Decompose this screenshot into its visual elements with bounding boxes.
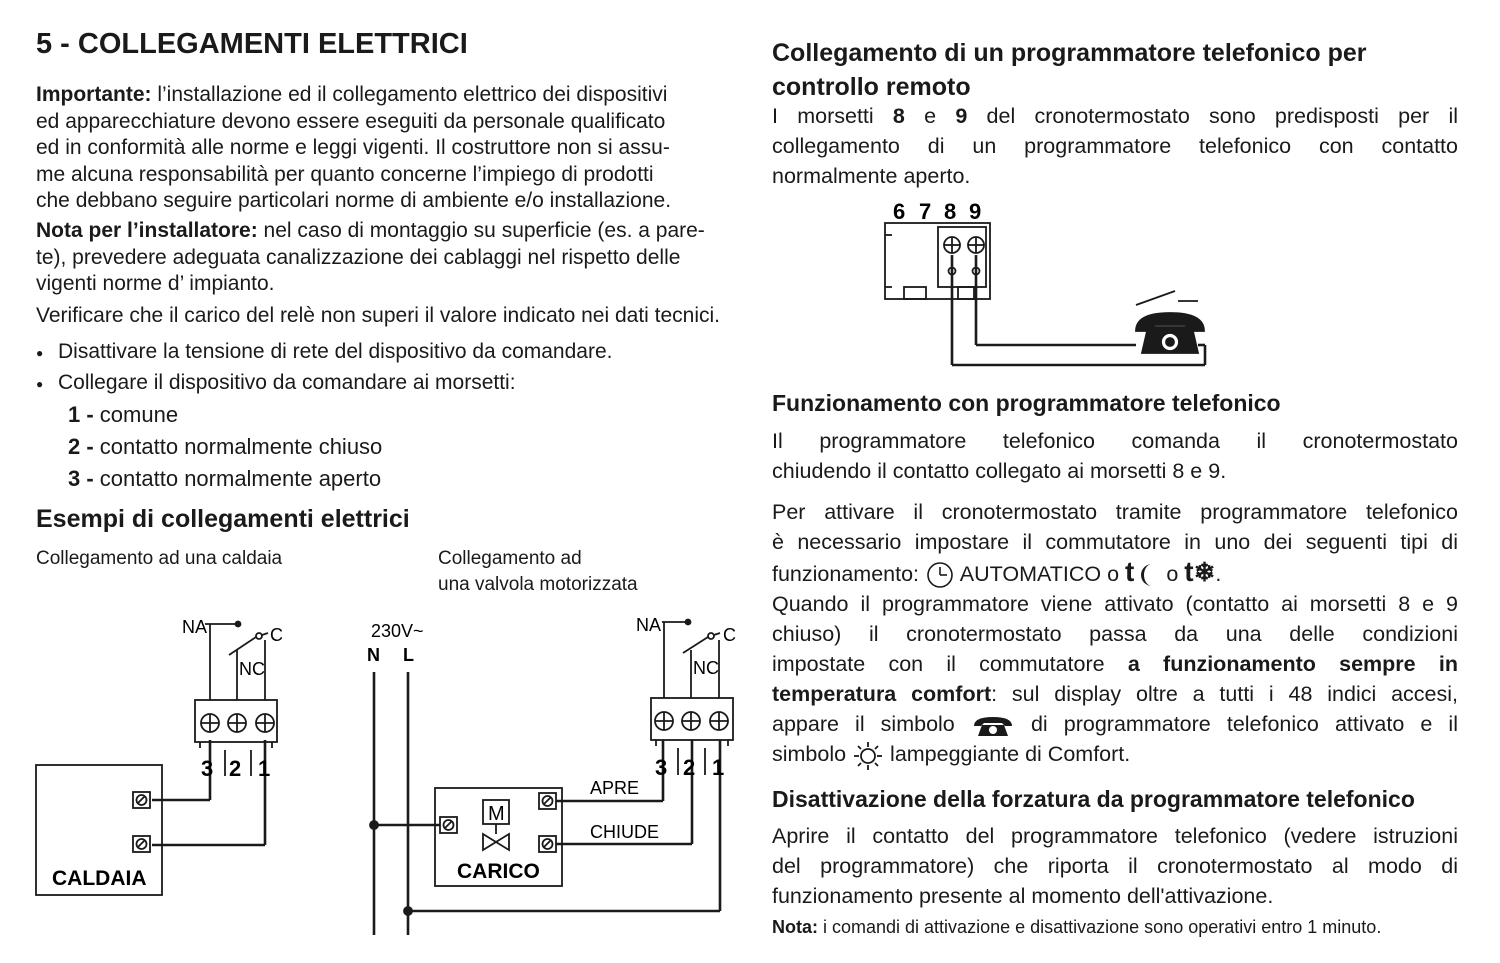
terminal-2: 2 bbox=[229, 756, 242, 781]
nota-installatore-paragraph bbox=[36, 218, 746, 298]
terminal-8: 8 bbox=[944, 199, 957, 224]
text: : sul display oltre a tutti i 48 indici accesi, bbox=[991, 682, 1458, 707]
text-line: Aprire il contatto del programmatore telefonico (vedere istruzioni bbox=[772, 824, 1458, 848]
terminal-7: 7 bbox=[919, 199, 932, 224]
funzionamento-title: Funzionamento con programmatore telefonico bbox=[772, 390, 1281, 416]
text: appare il simbolo bbox=[772, 712, 971, 737]
label-chiude: CHIUDE bbox=[590, 822, 660, 842]
diagram-valvola bbox=[350, 600, 750, 945]
importante-label: Importante: bbox=[36, 83, 152, 106]
caption-line: una valvola motorizzata bbox=[438, 574, 638, 595]
t-symbol: t bbox=[1125, 556, 1135, 587]
caption-line: Collegamento ad bbox=[438, 548, 582, 569]
diagram-telefono bbox=[880, 195, 1220, 375]
terminal-text: contatto normalmente chiuso bbox=[93, 434, 383, 459]
title-line: controllo remoto bbox=[772, 73, 971, 101]
label-c: C bbox=[270, 625, 283, 645]
terminal-number: 2 - bbox=[68, 434, 94, 459]
text-line: ed in conformità alle norme e leggi vigenti. Il costruttore non si assu- bbox=[36, 136, 670, 159]
terminal-9: 9 bbox=[969, 199, 982, 224]
label-nc: NC bbox=[693, 658, 719, 678]
terminal-2: 2 bbox=[683, 755, 696, 780]
text-line: Quando il programmatore viene attivato (contatto ai morsetti 8 e 9 bbox=[772, 592, 1458, 617]
text: simbolo bbox=[772, 742, 853, 767]
text-line: collegamento di un programmatore telefonico con contatto bbox=[772, 134, 1458, 158]
moon-icon bbox=[1134, 561, 1160, 589]
label-c: C bbox=[723, 625, 736, 645]
label-nc: NC bbox=[239, 659, 265, 679]
text-line: che debbano seguire particolari norme di ambiente e/o installazione. bbox=[36, 189, 672, 212]
text: e bbox=[904, 104, 956, 128]
terminal-text: contatto normalmente aperto bbox=[93, 466, 382, 491]
nota-label: Nota per l’installatore: bbox=[36, 219, 258, 242]
motor-label: M bbox=[488, 803, 505, 825]
terminal-3: 3 bbox=[655, 755, 668, 780]
terminal-8: 8 bbox=[892, 104, 905, 128]
nota-label: Nota: bbox=[772, 917, 818, 937]
title-line: Collegamento di un programmatore telefonico per bbox=[772, 39, 1367, 67]
bullet-item: ● Disattivare la tensione di rete del dispositivo da comandare. bbox=[58, 340, 612, 364]
text-line: del programmatore) che riporta il cronotermostato al modo di bbox=[772, 854, 1458, 878]
text-bold: temperatura comfort bbox=[772, 682, 992, 707]
telephone-icon bbox=[971, 714, 1015, 738]
label-l: L bbox=[403, 645, 414, 665]
terminal-6: 6 bbox=[893, 199, 906, 224]
intro-paragraph bbox=[772, 101, 1458, 191]
verificare-text: Verificare che il carico del relè non superi il valore indicato nei dati tecnici. bbox=[36, 304, 721, 327]
disattivazione-title: Disattivazione della forzatura da programmatore telefonico bbox=[772, 786, 1415, 812]
sun-icon bbox=[852, 742, 884, 770]
snowflake-icon: ❄ bbox=[1193, 557, 1216, 587]
text: di programmatore telefonico attivato e il bbox=[1014, 712, 1458, 737]
text-line: chiuso) il cronotermostato passa da una delle condizioni bbox=[772, 622, 1458, 647]
text-line: ed apparecchiature devono essere eseguiti da personale qualificato bbox=[36, 109, 666, 133]
t-symbol: t bbox=[1184, 556, 1194, 587]
text-line: chiudendo il contatto collegato ai morsetti 8 e 9. bbox=[772, 459, 1227, 483]
telefonico-title bbox=[772, 36, 1367, 104]
importante-paragraph bbox=[36, 82, 746, 215]
text: I morsetti bbox=[772, 104, 893, 128]
terminal-item bbox=[68, 434, 382, 460]
nota-finale bbox=[772, 917, 1381, 938]
terminal-item bbox=[68, 466, 381, 492]
text-bold: a funzionamento sempre in bbox=[1127, 652, 1458, 677]
terminal-number: 3 - bbox=[68, 466, 94, 491]
text-line: Il programmatore telefonico comanda il cronotermostato bbox=[772, 429, 1458, 453]
label-na: NA bbox=[636, 615, 662, 635]
text: impostate con il commutatore bbox=[772, 652, 1128, 677]
terminal-text: comune bbox=[93, 402, 179, 427]
text: funzionamento: bbox=[772, 562, 925, 586]
terminal-3: 3 bbox=[201, 756, 214, 781]
label-na: NA bbox=[182, 617, 208, 637]
text: lampeggiante di Comfort. bbox=[884, 742, 1131, 767]
section-title: 5 - COLLEGAMENTI ELETTRICI bbox=[36, 28, 468, 60]
text-line: è necessario impostare il commutatore in uno dei seguenti tipi di bbox=[772, 530, 1458, 554]
text: . bbox=[1215, 562, 1222, 586]
terminal-number: 1 - bbox=[68, 402, 94, 427]
caption-valvola bbox=[438, 546, 638, 598]
text-line: me alcuna responsabilità per quanto concerne l’impiego di prodotti bbox=[36, 162, 654, 186]
terminal-1: 1 bbox=[712, 755, 725, 780]
text-line: funzionamento presente al momento dell'attivazione. bbox=[772, 884, 1274, 908]
esempi-title: Esempi di collegamenti elettrici bbox=[36, 505, 410, 533]
funzionamento-p2 bbox=[772, 497, 1458, 770]
text-line: normalmente aperto. bbox=[772, 164, 971, 188]
text: i comandi di attivazione e disattivazione sono operativi entro 1 minuto. bbox=[818, 917, 1382, 937]
bullet-item: ● Collegare il dispositivo da comandare ai morsetti: bbox=[58, 371, 516, 395]
diagram-caldaia bbox=[0, 600, 330, 910]
clock-icon bbox=[925, 561, 955, 589]
text: o bbox=[1160, 562, 1185, 586]
label-voltage: 230V~ bbox=[371, 621, 424, 641]
text-line: l’installazione ed il collegamento elettrico dei dispositivi bbox=[151, 83, 668, 106]
text-line: Per attivare il cronotermostato tramite programmatore telefonico bbox=[772, 500, 1458, 524]
caption-caldaia: Collegamento ad una caldaia bbox=[36, 548, 283, 569]
terminal-9: 9 bbox=[955, 104, 968, 128]
terminal-item bbox=[68, 402, 178, 428]
label-apre: APRE bbox=[590, 778, 640, 798]
caldaia-label: CALDAIA bbox=[52, 867, 147, 890]
text-line: te), prevedere adeguata canalizzazione dei cablaggi nel rispetto delle bbox=[36, 245, 681, 269]
disattivazione-paragraph bbox=[772, 821, 1458, 911]
text-line: nel caso di montaggio su superficie (es. a pare- bbox=[257, 219, 705, 242]
carico-label: CARICO bbox=[457, 860, 540, 883]
text: AUTOMATICO o bbox=[955, 562, 1126, 586]
text: del cronotermostato sono predisposti per il bbox=[967, 104, 1458, 128]
text-line: vigenti norme d’ impianto. bbox=[36, 272, 275, 295]
terminal-1: 1 bbox=[258, 756, 271, 781]
funzionamento-p1 bbox=[772, 426, 1458, 486]
label-n: N bbox=[367, 645, 380, 665]
